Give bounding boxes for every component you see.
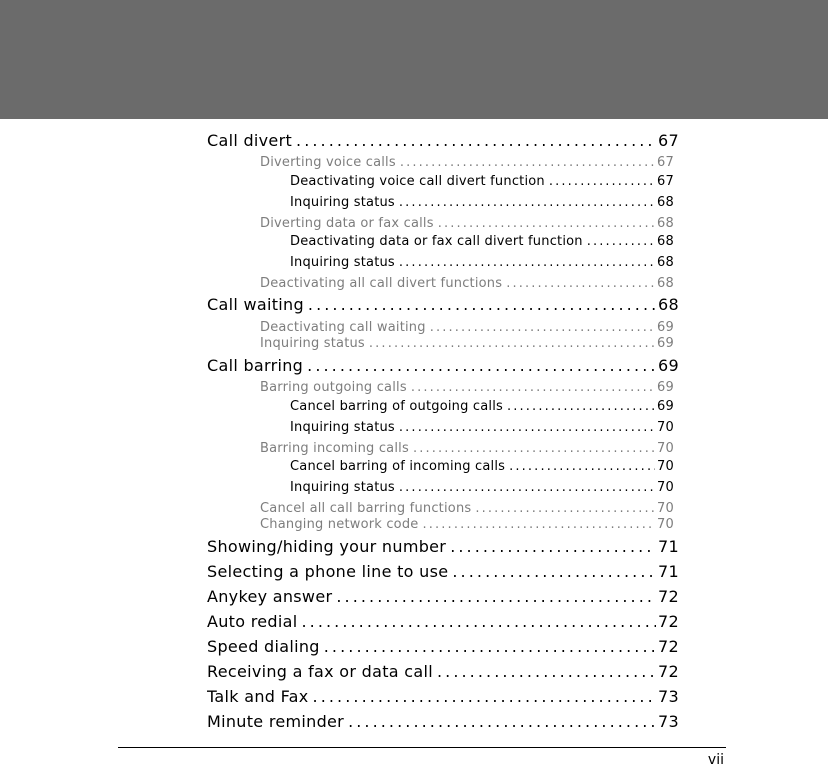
toc-entry[interactable] [290, 234, 674, 249]
toc-entry[interactable] [290, 174, 674, 189]
toc-entry-title: Call barring [207, 356, 304, 375]
toc-entry[interactable] [207, 637, 679, 656]
toc-entry-page: 67 [657, 155, 674, 170]
toc-entry[interactable] [290, 399, 674, 414]
toc-entry-page: 72 [658, 662, 679, 681]
toc-entry-page: 70 [657, 480, 674, 495]
toc-entry-page: 68 [657, 255, 674, 270]
toc-entry-page: 68 [658, 295, 679, 314]
toc-entry[interactable] [207, 562, 679, 581]
toc-entry-page: 68 [657, 195, 674, 210]
toc-entry-title: Minute reminder [207, 712, 345, 731]
toc-entry-title: Call waiting [207, 295, 304, 314]
toc-entry-page: 68 [657, 276, 674, 291]
toc-entry-title: Auto redial [207, 612, 298, 631]
toc-entry[interactable] [207, 537, 679, 556]
toc-entry-title: Showing/hiding your number [207, 537, 447, 556]
toc-entry-page: 67 [658, 131, 679, 150]
toc-entry-title: Diverting voice calls [260, 155, 396, 170]
toc-entry[interactable] [260, 155, 674, 170]
toc-entry-page: 73 [658, 687, 679, 706]
page-number: vii [707, 752, 724, 768]
toc-entry[interactable] [260, 336, 674, 351]
toc-entry-title: Cancel barring of incoming calls [290, 459, 506, 474]
toc-entry-title: Deactivating call waiting [260, 320, 426, 335]
toc-entry-page: 70 [657, 459, 674, 474]
toc-entry-title: Changing network code [260, 517, 419, 532]
toc-entry-title: Talk and Fax [207, 687, 309, 706]
toc-entry-page: 70 [657, 441, 674, 456]
toc-entry-page: 70 [657, 517, 674, 532]
toc-entry[interactable] [207, 587, 679, 606]
toc-entry[interactable] [290, 255, 674, 270]
toc-entry-title: Selecting a phone line to use [207, 562, 449, 581]
toc-entry[interactable] [290, 459, 674, 474]
toc-entry[interactable] [260, 276, 674, 291]
toc-entry-page: 69 [657, 399, 674, 414]
toc-entry[interactable] [207, 131, 679, 150]
toc-entry[interactable] [290, 480, 674, 495]
toc-entry[interactable] [207, 662, 679, 681]
toc-entry-title: Deactivating voice call divert function [290, 174, 545, 189]
toc-entry-title: Cancel all call barring functions [260, 501, 472, 516]
toc-entry[interactable] [260, 380, 674, 395]
toc-entry-title: Inquiring status [260, 336, 365, 351]
toc-entry[interactable] [290, 195, 674, 210]
toc-entry-page: 70 [657, 420, 674, 435]
footer-divider [118, 747, 726, 748]
toc-entry-title: Receiving a fax or data call [207, 662, 433, 681]
toc-entry[interactable] [207, 612, 679, 631]
toc-entry[interactable] [260, 320, 674, 335]
toc-entry-page: 68 [657, 234, 674, 249]
toc-entry-title: Inquiring status [290, 480, 395, 495]
toc-entry-title: Deactivating all call divert functions [260, 276, 503, 291]
toc-entry-title: Deactivating data or fax call divert function [290, 234, 583, 249]
toc-entry-page: 69 [657, 336, 674, 351]
toc-entry[interactable] [260, 441, 674, 456]
toc-entry[interactable] [260, 517, 674, 532]
toc-entry[interactable] [207, 687, 679, 706]
toc-entry-page: 69 [658, 356, 679, 375]
toc-entry-page: 73 [658, 712, 679, 731]
toc-entry[interactable] [207, 295, 679, 314]
toc-entry-title: Inquiring status [290, 195, 395, 210]
toc-entry-title: Diverting data or fax calls [260, 216, 434, 231]
toc-entry-page: 69 [657, 320, 674, 335]
toc-entry-title: Anykey answer [207, 587, 333, 606]
toc-entry-page: 69 [657, 380, 674, 395]
toc-entry-title: Speed dialing [207, 637, 320, 656]
toc-entry-page: 71 [658, 562, 679, 581]
toc-entry-page: 72 [658, 612, 679, 631]
toc-entry[interactable] [207, 712, 679, 731]
toc-entry[interactable] [260, 501, 674, 516]
toc-entry-title: Cancel barring of outgoing calls [290, 399, 503, 414]
toc-entry[interactable] [290, 420, 674, 435]
toc-entry-title: Inquiring status [290, 420, 395, 435]
toc-entry-page: 72 [658, 587, 679, 606]
toc-entry-page: 67 [657, 174, 674, 189]
toc-entry[interactable] [207, 356, 679, 375]
toc-entry-title: Barring outgoing calls [260, 380, 407, 395]
toc-entry[interactable] [260, 216, 674, 231]
toc-entry-page: 71 [658, 537, 679, 556]
toc-entry-title: Call divert [207, 131, 293, 150]
toc-entry-page: 68 [657, 216, 674, 231]
toc-entry-title: Inquiring status [290, 255, 395, 270]
toc-entry-title: Barring incoming calls [260, 441, 409, 456]
toc-entry-page: 72 [658, 637, 679, 656]
toc-entry-page: 70 [657, 501, 674, 516]
